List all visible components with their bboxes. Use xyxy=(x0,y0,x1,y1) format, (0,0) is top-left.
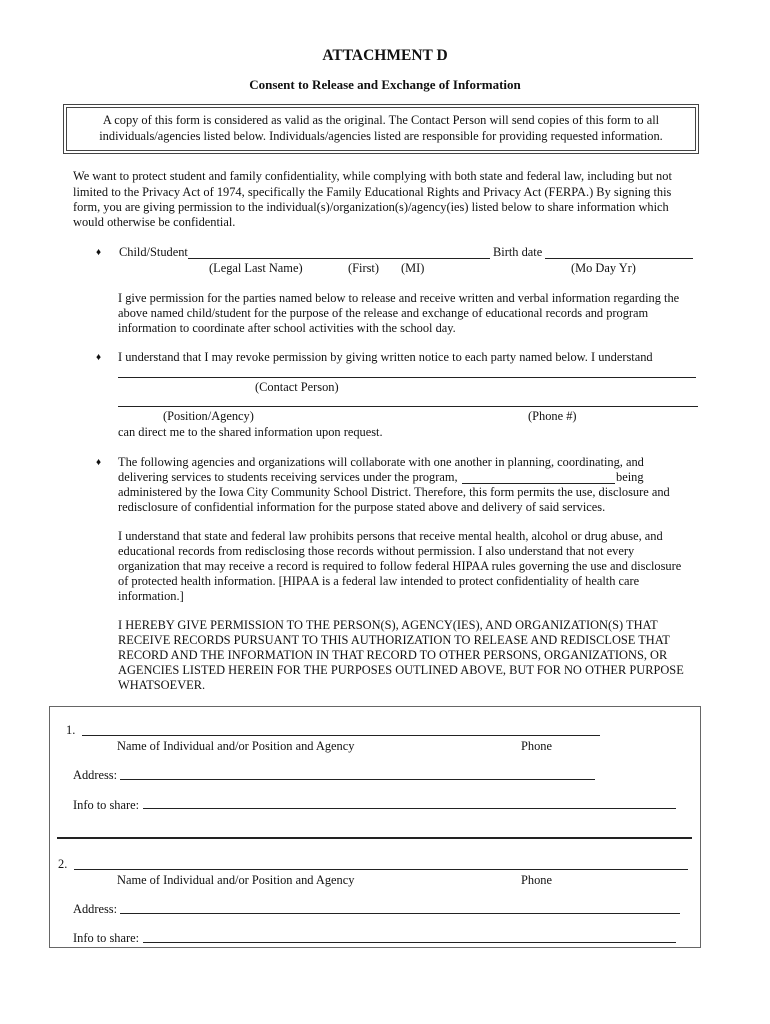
notice-line: A copy of this form is considered as valid as the original. The Contact Person will send copies of this form to all xyxy=(102,113,660,127)
hereby-line: AGENCIES LISTED HEREIN FOR THE PURPOSES OUTLINED ABOVE, BUT FOR NO OTHER PURPOSE xyxy=(118,663,684,677)
page-title: ATTACHMENT D xyxy=(322,47,448,64)
federal-line: I understand that state and federal law prohibits persons that receive mental health, alcohol or drug abuse, and xyxy=(118,529,663,543)
legal-last-name-caption: (Legal Last Name) xyxy=(209,261,303,275)
phone-caption: (Phone #) xyxy=(528,409,577,423)
party-1-name-caption: Name of Individual and/or Position and Agency xyxy=(117,739,355,753)
party-1-info-field[interactable] xyxy=(143,808,676,809)
party-2-info-field[interactable] xyxy=(143,942,676,943)
revoke-text: I understand that I may revoke permission by giving written notice to each party named below. I understand xyxy=(118,350,653,364)
federal-line: organization that may receive a record is required to follow federal HIPAA rules governing the use and disclosure xyxy=(118,559,682,573)
party-number: 1. xyxy=(66,723,76,737)
collab-line: The following agencies and organizations will collaborate with one another in planning, coordinating, and xyxy=(118,455,644,469)
party-2-name-field[interactable] xyxy=(74,869,688,870)
party-divider xyxy=(57,837,692,839)
federal-line: educational records from redisclosing those records without permission. I also understand that not every xyxy=(118,544,635,558)
middle-initial-caption: (MI) xyxy=(401,261,425,275)
hereby-line: RECEIVE RECORDS PURSUANT TO THIS AUTHORIZATION TO RELEASE AND REDISCLOSE THAT xyxy=(118,633,670,647)
party-1-phone-caption: Phone xyxy=(521,739,552,753)
first-name-caption: (First) xyxy=(348,261,379,275)
bullet-icon: ♦ xyxy=(96,457,102,468)
party-1-address-label: Address: xyxy=(73,768,118,782)
intro-line: would otherwise be confidential. xyxy=(73,215,236,229)
hereby-line: I HEREBY GIVE PERMISSION TO THE PERSON(S), AGENCY(IES), AND ORGANIZATION(S) THAT xyxy=(118,618,658,632)
hereby-line: WHATSOEVER. xyxy=(118,678,206,692)
birth-date-field[interactable] xyxy=(545,258,693,259)
party-1-name-field[interactable] xyxy=(82,735,600,736)
contact-person-caption: (Contact Person) xyxy=(255,380,339,394)
party-2-address-field[interactable] xyxy=(120,913,680,914)
position-agency-caption: (Position/Agency) xyxy=(163,409,254,423)
contact-person-field[interactable] xyxy=(118,377,696,378)
collab-line: delivering services to students receiving services under the program, xyxy=(118,470,458,484)
federal-line: of protected health information. [HIPAA is a federal law intended to protect confidentiality of health care xyxy=(118,574,640,588)
page-subtitle: Consent to Release and Exchange of Information xyxy=(249,77,521,92)
notice-line: individuals/agencies listed below. Individuals/agencies listed are responsible for providing requested information. xyxy=(99,129,663,143)
position-agency-field[interactable] xyxy=(118,406,698,407)
intro-line: limited to the Privacy Act of 1974, specifically the Family Educational Rights and Privacy Act (FERPA.) By signing this xyxy=(73,185,672,199)
date-format-caption: (Mo Day Yr) xyxy=(571,261,636,275)
permission-line: above named child/student for the purpose of the release and exchange of educational records and program xyxy=(118,306,649,320)
collab-line: redisclosure of confidential information for the purpose stated above and delivery of said services. xyxy=(118,500,606,514)
collab-line: administered by the Iowa City Community School District. Therefore, this form permits the use, disclosure and xyxy=(118,485,670,499)
hereby-line: RECORD AND THE INFORMATION IN THAT RECORD TO OTHER PERSONS, ORGANIZATIONS, OR xyxy=(118,648,668,662)
intro-line: We want to protect student and family confidentiality, while complying with both state and federal law, including but not xyxy=(73,169,672,183)
party-1-address-field[interactable] xyxy=(120,779,595,780)
party-2-address-label: Address: xyxy=(73,902,118,916)
federal-line: information.] xyxy=(118,589,184,603)
party-2-name-caption: Name of Individual and/or Position and Agency xyxy=(117,873,355,887)
party-1-info-label: Info to share: xyxy=(73,798,140,812)
program-name-field[interactable] xyxy=(462,483,615,484)
intro-line: form, you are giving permission to the individual(s)/organization(s)/agency(ies) listed below to share information which xyxy=(73,200,669,214)
bullet-icon: ♦ xyxy=(96,352,102,363)
revoke-closing: can direct me to the shared information upon request. xyxy=(118,425,383,439)
party-2-phone-caption: Phone xyxy=(521,873,552,887)
collab-line-end: being xyxy=(616,470,644,484)
party-2-info-label: Info to share: xyxy=(73,931,140,945)
permission-line: I give permission for the parties named below to release and receive written and verbal information regarding the xyxy=(118,291,680,305)
permission-line: information to coordinate after school activities with the school day. xyxy=(118,321,456,335)
party-number: 2. xyxy=(58,857,68,871)
child-student-label: Child/Student xyxy=(119,245,188,259)
birth-date-label: Birth date xyxy=(493,245,543,259)
notice-box xyxy=(63,104,699,154)
bullet-icon: ♦ xyxy=(96,247,102,258)
child-student-field[interactable] xyxy=(188,258,490,259)
